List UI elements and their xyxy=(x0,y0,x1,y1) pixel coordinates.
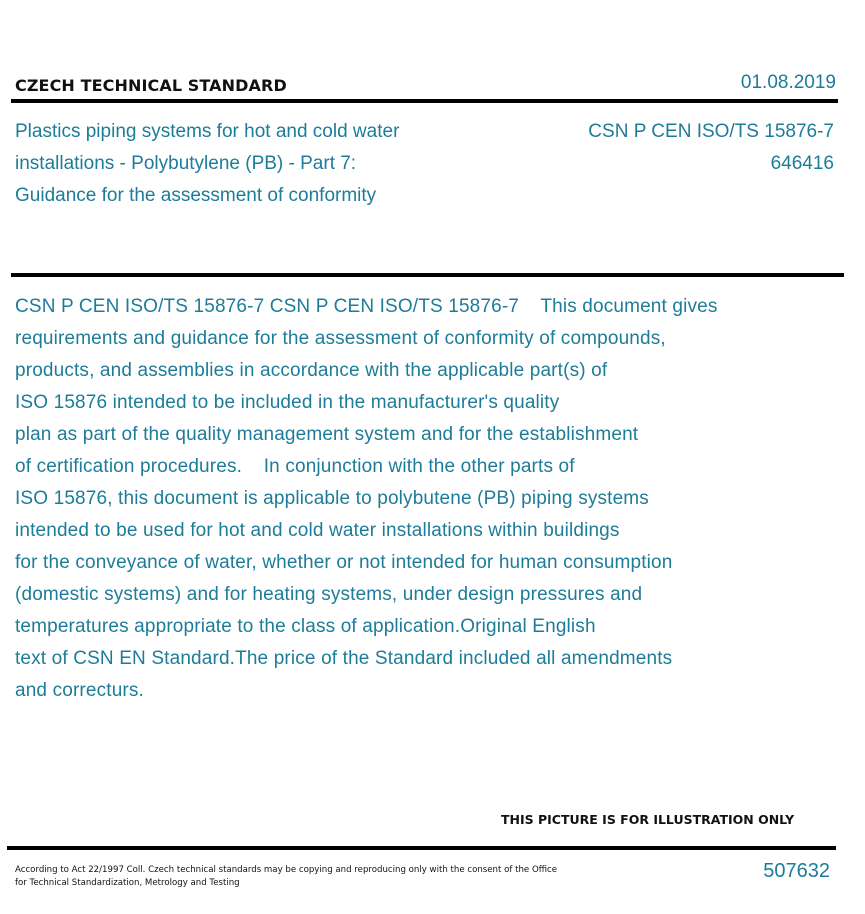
header-label: CZECH TECHNICAL STANDARD xyxy=(15,76,287,95)
standard-code: CSN P CEN ISO/TS 15876-7 xyxy=(588,121,834,142)
top-divider xyxy=(11,99,838,103)
description-line: and correcturs. xyxy=(15,680,144,701)
description-line: text of CSN EN Standard.The price of the Standard included all amendments xyxy=(15,648,673,669)
title-line: installations - Polybutylene (PB) - Part 7: xyxy=(15,153,357,174)
description-line: ISO 15876 intended to be included in the manufacturer's quality xyxy=(15,392,560,413)
header-date: 01.08.2019 xyxy=(740,72,836,93)
legal-notice xyxy=(15,864,557,890)
illustration-note: THIS PICTURE IS FOR ILLUSTRATION ONLY xyxy=(501,812,795,827)
standard-codes xyxy=(588,116,834,180)
legal-line: According to Act 22/1997 Coll. Czech technical standards may be copying and reproducing only with the consent of the Office xyxy=(15,865,558,875)
description-line: intended to be used for hot and cold water installations within buildings xyxy=(15,520,620,541)
description-line: plan as part of the quality management system and for the establishment xyxy=(15,424,639,445)
description-line: for the conveyance of water, whether or not intended for human consumption xyxy=(15,552,673,573)
title-line: Guidance for the assessment of conformity xyxy=(15,185,377,206)
document-number: 507632 xyxy=(763,860,830,882)
description-line: (domestic systems) and for heating systems, under design pressures and xyxy=(15,584,643,605)
title-line: Plastics piping systems for hot and cold water xyxy=(15,121,400,142)
description-line: ISO 15876, this document is applicable to polybutene (PB) piping systems xyxy=(15,488,649,509)
description-line: products, and assemblies in accordance with the applicable part(s) of xyxy=(15,360,608,381)
description-line: requirements and guidance for the assessment of conformity of compounds, xyxy=(15,328,666,349)
description-text xyxy=(15,291,845,707)
description-line: of certification procedures. In conjunction with the other parts of xyxy=(15,456,575,477)
document-title xyxy=(15,116,485,212)
bottom-divider xyxy=(7,846,836,850)
description-line: CSN P CEN ISO/TS 15876-7 CSN P CEN ISO/TS 15876-7 This document gives xyxy=(15,296,718,317)
middle-divider xyxy=(11,273,844,277)
class-number: 646416 xyxy=(770,153,834,174)
legal-line: for Technical Standardization, Metrology and Testing xyxy=(15,878,240,888)
description-line: temperatures appropriate to the class of application.Original English xyxy=(15,616,596,637)
